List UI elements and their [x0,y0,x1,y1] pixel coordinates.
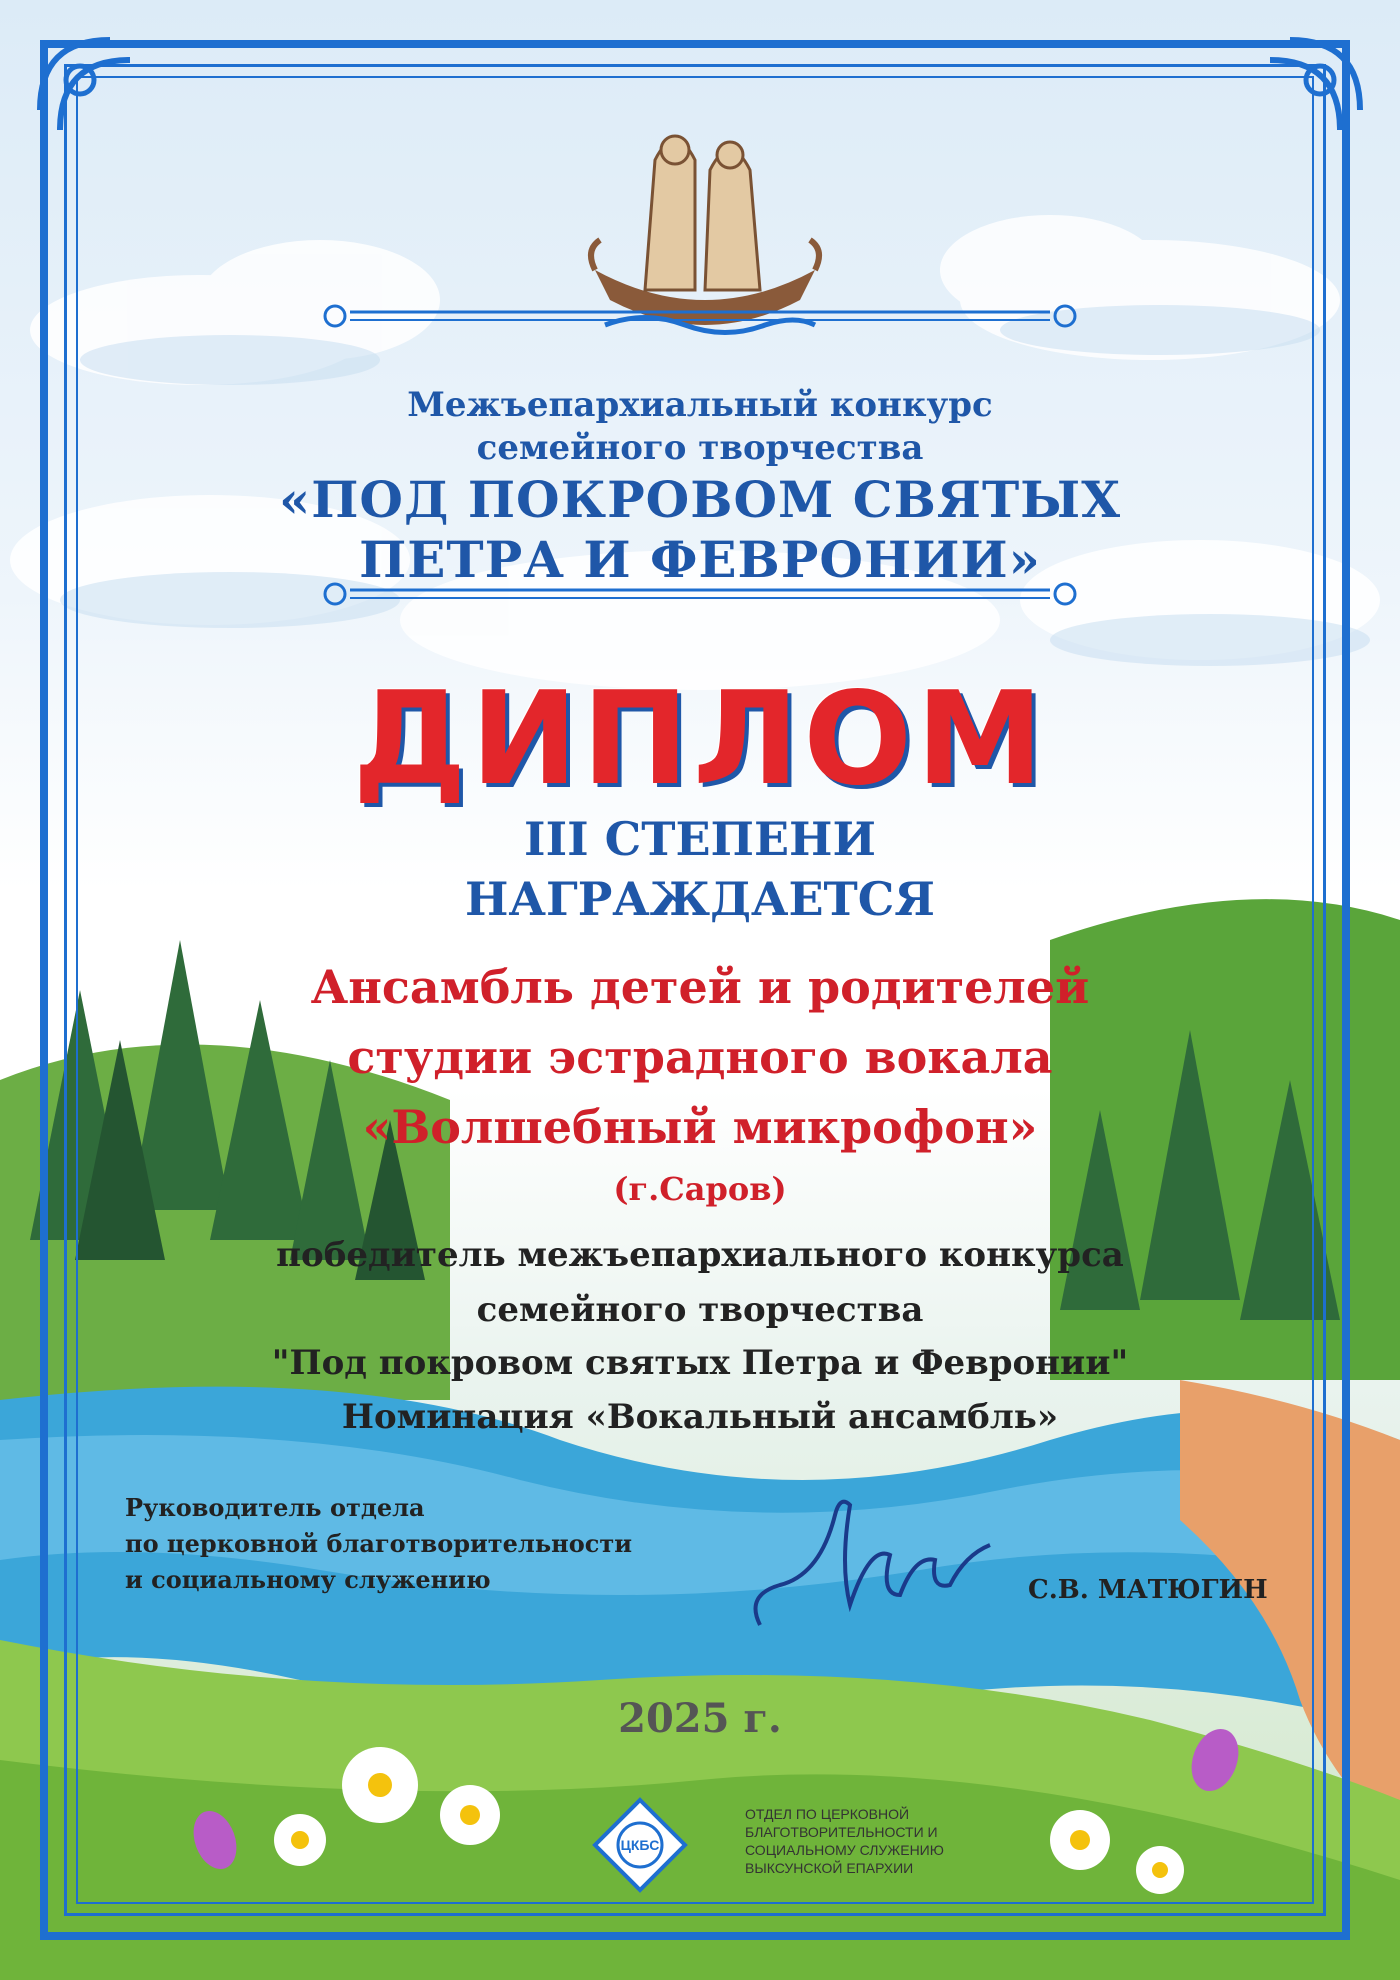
diploma-title: ДИПЛОМ [352,665,1048,814]
corner-ornament-top-left [20,20,170,170]
issue-year: 2025 г. [618,1695,782,1742]
contest-name-line1: Межъепархиальный конкурс [407,385,993,425]
recipient-line2: студии эстрадного вокала [347,1030,1053,1084]
organization-name [745,1805,944,1877]
recipient-city: (г.Саров) [613,1170,787,1208]
organization-logo-text: ЦКБС [620,1837,660,1853]
recipient-line1: Ансамбль детей и родителей [310,960,1090,1014]
signatory-title-line3: и социальному служению [125,1565,491,1594]
winner-line1: победитель межъепархиального конкурса [276,1235,1124,1275]
signatory-title-line1: Руководитель отдела [125,1493,425,1522]
signatory-title [125,1490,632,1598]
diploma-degree: III СТЕПЕНИ [524,812,876,866]
signatory-name: С.В. МАТЮГИН [1028,1575,1268,1605]
awarded-label: НАГРАЖДАЕТСЯ [465,872,935,926]
handwritten-signature [740,1475,1000,1645]
organization-logo [590,1795,690,1895]
winner-line2: семейного творчества [476,1290,924,1330]
signatory-title-line2: по церковной благотворительности [125,1529,632,1558]
contest-title-line1: «ПОД ПОКРОВОМ СВЯТЫХ [278,470,1122,529]
recipient-line3: «Волшебный микрофон» [362,1100,1038,1154]
organization-line4: ВЫКСУНСКОЙ ЕПАРХИИ [745,1860,914,1876]
contest-name-line2: семейного творчества [476,428,924,468]
organization-line1: ОТДЕЛ ПО ЦЕРКОВНОЙ [745,1806,910,1822]
organization-line3: СОЦИАЛЬНОМУ СЛУЖЕНИЮ [745,1842,944,1858]
winner-line3: "Под покровом святых Петра и Февронии" [271,1343,1129,1383]
ornament-divider-top [310,300,1090,330]
nomination-line: Номинация «Вокальный ансамбль» [341,1397,1059,1437]
organization-line2: БЛАГОТВОРИТЕЛЬНОСТИ И [745,1824,938,1840]
corner-ornament-top-right [1230,20,1380,170]
contest-title-line2: ПЕТРА И ФЕВРОНИИ» [359,530,1041,589]
